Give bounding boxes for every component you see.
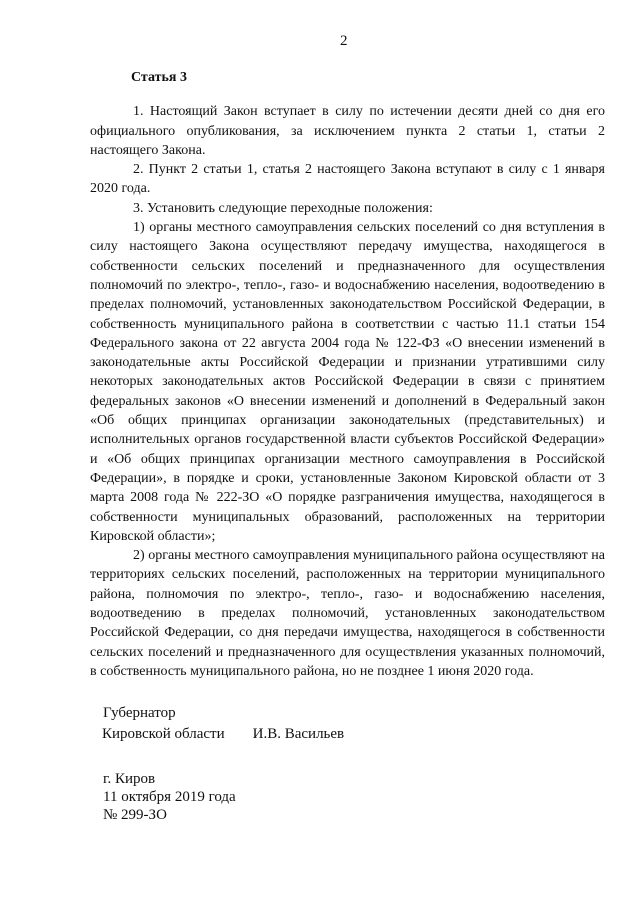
paragraph-3-item-1: 1) органы местного самоуправления сельских поселений со дня вступления в силу настоящего Закона осуществляют передачу имущества, находящегося в собственности сельских поселений и предназначенного для осуществления полномочий по электро-, тепло-, газо- и водоснабжению населения, водоотведению в пределах полномочий, установленных законодательством Российской Федерации, в собственность муниципального района в соответствии с частью 11.1 статьи 154 Федерального закона от 22 августа 2004 года № 122-ФЗ «О внесении изменений в законодательные акты Российской Федерации и признании утратившими силу некоторых законодательных актов Российской Федерации в связи с принятием федеральных законов «О внесении изменений и дополнений в Федеральный закон «Об общих принципах организации законодательных (представительных) и исполнительных органов государственной власти субъектов Российской Федерации» и «Об общих принципах организации местного самоуправления в Российской Федерации», в порядке и сроки, установленные Законом Кировской области от 3 марта 2008 года № 222-ЗО «О порядке разграничения имущества, находящегося в собственности муниципальных образований, расположенных на территории Кировской области»; bbox=[90, 220, 605, 544]
signatory-line bbox=[102, 724, 344, 745]
signatory-region: Кировской области bbox=[102, 726, 225, 742]
paragraph-3-item-2: 2) органы местного самоуправления муниципального района осуществляют на территориях сельских поселений, расположенных на территории муниципального района, полномочия по электро-, тепло-, газо- и водоснабжению населения, водоотведению в пределах полномочий, установленных законодательством Российской Федерации, со дня передачи имущества, находящегося в собственности сельских поселений и предназначенного для осуществления указанных полномочий, в собственность муниципального района, но не позднее 1 июня 2020 года. bbox=[90, 548, 605, 679]
signatory-title: Губернатор bbox=[103, 705, 176, 721]
article-heading: Статья 3 bbox=[131, 70, 187, 85]
signatory-name: И.В. Васильев bbox=[252, 726, 345, 742]
paragraph-1: 1. Настоящий Закон вступает в силу по истечении десяти дней со дня его официального опубликования, за исключением пункта 2 статьи 1, статьи 2 настоящего Закона. bbox=[90, 104, 605, 158]
paragraph-3: 3. Установить следующие переходные положения: bbox=[133, 200, 433, 216]
place-date-block bbox=[103, 770, 236, 824]
place-city: г. Киров bbox=[103, 771, 156, 787]
paragraph-2: 2. Пункт 2 статьи 1, статья 2 настоящего Закона вступают в силу с 1 января 2020 года. bbox=[90, 162, 605, 197]
signature-block bbox=[103, 703, 344, 745]
document-body bbox=[90, 68, 605, 681]
law-number: № 299-ЗО bbox=[103, 807, 167, 823]
signing-date: 11 октября 2019 года bbox=[103, 789, 236, 805]
page-number: 2 bbox=[340, 33, 348, 49]
